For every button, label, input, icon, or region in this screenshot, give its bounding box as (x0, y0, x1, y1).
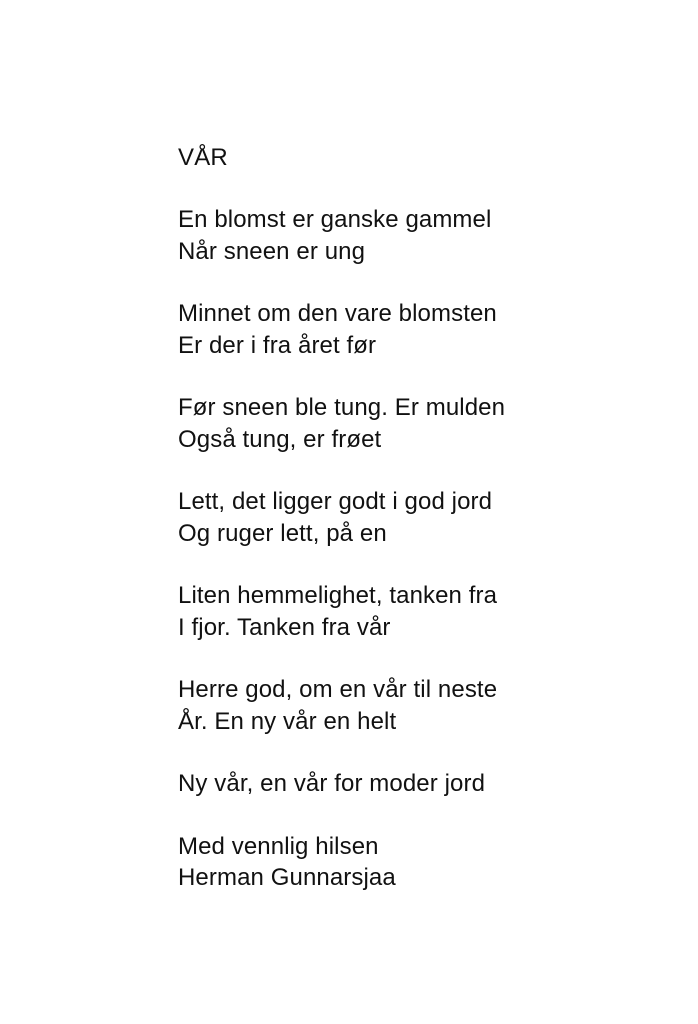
stanza-4 (178, 486, 658, 549)
poem-page (178, 142, 658, 925)
stanza-2 (178, 298, 658, 361)
author-signature: Herman Gunnarsjaa (178, 864, 396, 891)
stanza-5 (178, 580, 658, 643)
poem-title: VÅR (178, 144, 228, 171)
closing-greeting: Med vennlig hilsen (178, 832, 379, 860)
stanza-1 (178, 204, 658, 267)
stanza-3 (178, 392, 658, 455)
poem-line: Ny vår, en vår for moder jord (178, 770, 486, 797)
poem-line: Er der i fra året før (178, 331, 377, 359)
poem-line: Når sneen er ung (178, 237, 366, 265)
poem-line: Og ruger lett, på en (178, 519, 387, 547)
poem-line: Liten hemmelighet, tanken fra (178, 582, 498, 609)
poem-line: Minnet om den vare blomsten (178, 300, 497, 327)
closing (178, 831, 658, 894)
poem-line: I fjor. Tanken fra vår (178, 613, 391, 641)
stanza-6 (178, 674, 658, 737)
poem-line: Før sneen ble tung. Er mulden (178, 394, 506, 421)
poem-line: Herre god, om en vår til neste (178, 676, 498, 703)
stanza-7 (178, 768, 658, 800)
poem-line: År. En ny vår en helt (178, 707, 397, 735)
poem-line: Også tung, er frøet (178, 425, 382, 453)
poem-line: Lett, det ligger godt i god jord (178, 488, 493, 515)
poem-line: En blomst er ganske gammel (178, 206, 492, 233)
